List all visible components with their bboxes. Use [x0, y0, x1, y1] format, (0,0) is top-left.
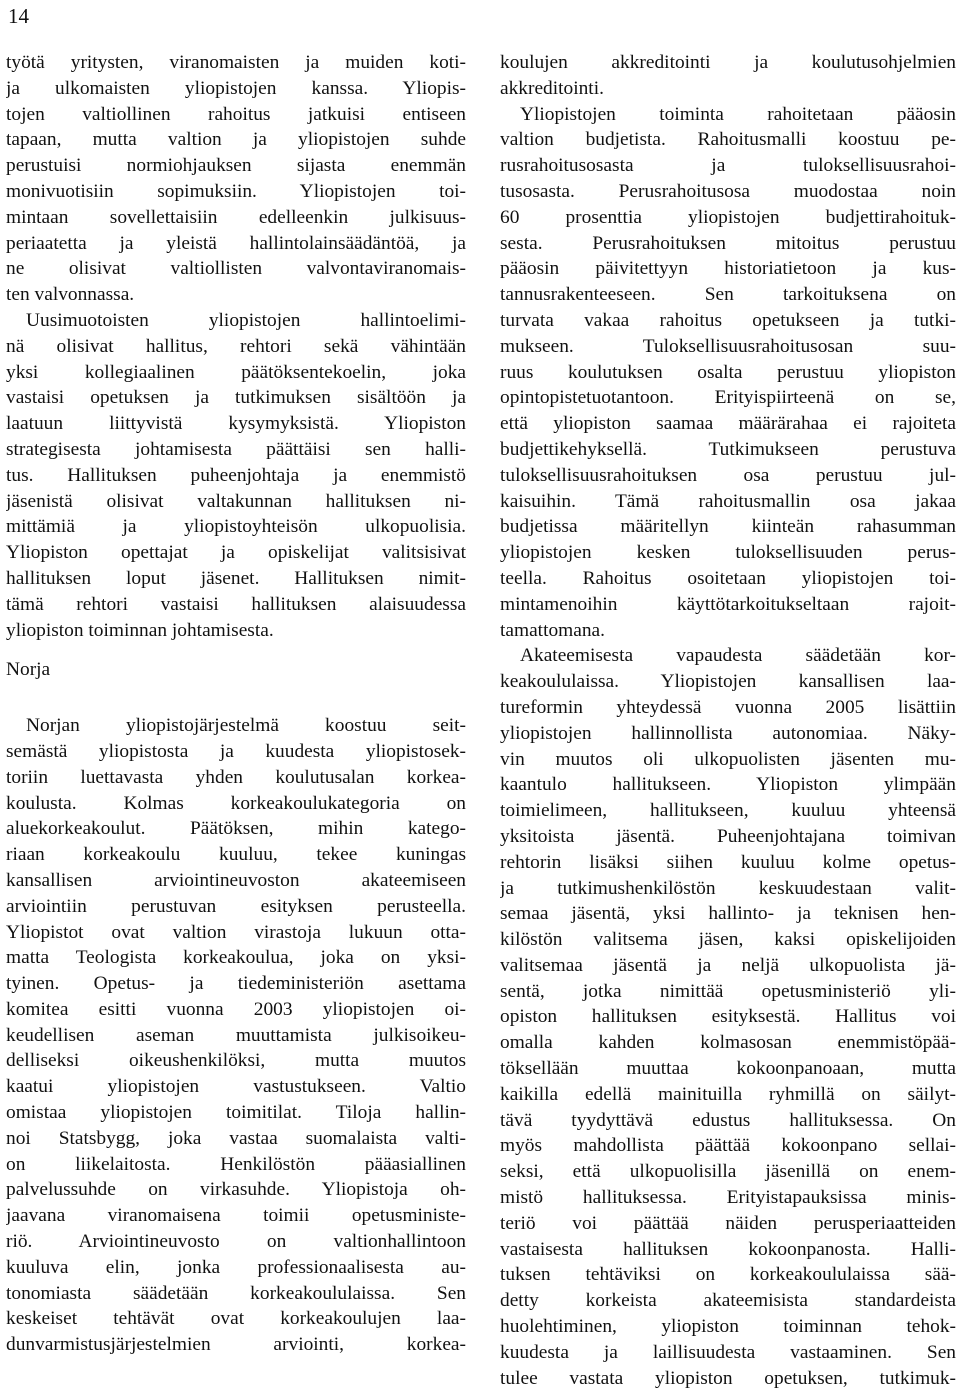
text-line: yksitoista jäsentä. Puheenjohtajana toimivan	[500, 825, 956, 847]
text-line: teella. Rahoitus osoitetaan yliopistojen toi-	[500, 567, 956, 589]
text-line: tonomiasta säädetään korkeakoululaissa. Sen	[6, 1282, 466, 1304]
text-line: yliopistojen kesken tuloksellisuuden perus-	[500, 542, 956, 564]
text-line: detty korkeista akateemisista standardeista	[500, 1290, 956, 1312]
text-line: ten valvonnassa.	[6, 284, 135, 306]
text-line: ja ulkomaisten yliopistojen kanssa. Yliopis-	[6, 77, 466, 99]
text-line: ruus koulutuksen osalta perustuu yliopiston	[500, 361, 956, 383]
text-line: yliopistojen hallinnollista autonomiaa. Näky-	[500, 722, 956, 744]
text-line: palvelussuhde on virkasuhde. Yliopistoja oh-	[6, 1179, 466, 1201]
text-line: matta Teologista korkeakoulua, joka on yksi-	[6, 947, 466, 969]
text-line: budjettikehyksellä. Tutkimukseen perustuva	[500, 438, 956, 460]
text-line: tojen valtiollinen rahoitus jatkuisi entiseen	[6, 103, 466, 125]
text-line: riaan korkeakoulu kuuluu, tekee kuningas	[6, 844, 466, 866]
text-line: periaatetta ja yleistä hallintolainsäädäntöä, ja	[6, 232, 466, 254]
text-line: keakoululaissa. Yliopistojen kansallisen laa-	[500, 671, 956, 693]
text-line: Yliopistojen toiminta rahoitetaan pääosin	[520, 103, 956, 125]
text-line: kaatui yliopistojen vastustukseen. Valtio	[6, 1076, 466, 1098]
page-number: 14	[8, 4, 29, 28]
text-line: sesta. Perusrahoituksen mitoitus perustuu	[500, 232, 956, 254]
text-line: keskeiset tehtävät ovat korkeakoulujen laa-	[6, 1308, 466, 1330]
text-line: omalla kahden kolmasosan enemmistöpää-	[500, 1032, 956, 1054]
text-line: mintamenoihin käyttötarkoitukseltaan rajoit-	[500, 593, 956, 615]
text-line: semästä yliopistosta ja kuudesta yliopistosek-	[6, 740, 466, 762]
text-line: Akateemisesta vapaudesta säädetään kor-	[520, 645, 956, 667]
text-line: vastaisesta hallituksen kokoonpanosta. Halli-	[500, 1238, 956, 1260]
text-line: delliseksi oikeushenkilöksi, mutta muutos	[6, 1050, 466, 1072]
text-line: tapaan, mutta valtion ja yliopistojen suhde	[6, 129, 466, 151]
text-line: vastaisi opetuksen ja tutkimuksen sisältöön ja	[6, 387, 466, 409]
text-line: toimielimeen, hallitukseen, kuuluu yhteensä	[500, 800, 956, 822]
text-line: yliopiston toiminnan johtamisesta.	[6, 619, 274, 641]
text-line: ja tutkimushenkilöstön keskuudestaan valit-	[500, 877, 956, 899]
text-line: koulujen akkreditointi ja koulutusohjelmien	[500, 52, 956, 73]
text-line: riö. Arviointineuvosto on valtionhallintoon	[6, 1231, 466, 1253]
left-paragraph-block-2	[6, 713, 466, 1358]
text-line: tamattomana.	[500, 619, 605, 641]
text-line: tureformin yhteydessä vuonna 2005 lisättiin	[500, 696, 956, 718]
text-line: että yliopiston saamaa määrärahaa ei rajoiteta	[500, 413, 956, 435]
text-line: tus. Hallituksen puheenjohtaja ja enemmistö	[6, 464, 466, 486]
text-line: dunvarmistusjärjestelmien arviointi, korkea-	[6, 1334, 466, 1356]
text-line: yksi kollegiaalinen päätöksentekoelin, joka	[6, 361, 466, 383]
text-line: seksi, että ulkopuolisilla jäsenillä on enem-	[500, 1161, 956, 1183]
text-line: komitea esitti vuonna 2003 yliopistojen oi-	[6, 998, 466, 1020]
text-line: on liikelaitosta. Henkilöstön pääasiallinen	[6, 1153, 466, 1175]
text-line: myös mahdollista päättää kokoonpano sellai-	[500, 1135, 956, 1157]
left-column	[6, 50, 466, 1358]
text-line: kaikilla edellä mainituilla ryhmillä on säilyt-	[500, 1083, 956, 1105]
text-line: budjetissa määritellyn kiinteän rahasumman	[500, 516, 956, 538]
left-paragraph-block-1	[6, 50, 466, 643]
text-line: huolehtiminen, yliopiston toiminnan tehok-	[500, 1316, 956, 1338]
text-line: akkreditointi.	[500, 77, 604, 99]
text-line: rehtorin lisäksi siihen kuuluu kolme opetus-	[500, 851, 956, 873]
text-line: koulusta. Kolmas korkeakoulukategoria on	[6, 792, 466, 814]
text-line: semaa jäsentä, yksi hallinto- ja teknisen hen-	[500, 903, 956, 925]
text-line: turvata vakaa rahoitus opetukseen ja tutki-	[500, 309, 956, 331]
text-line: Yliopiston opettajat ja opiskelijat valitsisivat	[6, 542, 466, 564]
text-line: jäsenistä olisivat valtakunnan hallituksen ni-	[6, 490, 466, 512]
text-line: hallituksen loput jäsenet. Hallituksen nimit-	[6, 567, 466, 589]
text-line: tuksen tehtäviksi on korkeakoululaissa sää-	[500, 1264, 956, 1286]
text-line: tusosasta. Perusrahoitusosa muodostaa noin	[500, 180, 956, 202]
text-line: mistö hallituksessa. Erityistapauksissa minis-	[500, 1187, 956, 1209]
text-line: tannusrakenteeseen. Sen tarkoituksena on	[500, 284, 956, 306]
text-line: kuuluva elin, jonka professionaalisesta au-	[6, 1256, 466, 1278]
text-line: mittämiä ja yliopistoyhteisön ulkopuolisia.	[6, 516, 466, 538]
text-line: sentä, jotka nimittää opetusministeriö yli-	[500, 980, 956, 1002]
text-line: töksellään muuttaa kokoonpanoaan, mutta	[500, 1058, 956, 1080]
text-line: kansallisen arviointineuvoston akateemiseen	[6, 869, 466, 891]
text-line: omistaa yliopistojen toimitilat. Tiloja hallin-	[6, 1102, 466, 1124]
text-line: tämä rehtori vastaisi hallituksen alaisuudessa	[6, 593, 466, 615]
text-line: mukseen. Tuloksellisuusrahoitusosan suu-	[500, 335, 956, 357]
right-column	[500, 50, 956, 1391]
text-line: tuloksellisuusrahoituksen osa perustuu jul-	[500, 464, 956, 486]
text-line: vin muutos oli ulkopuolisten jäsenten mu-	[500, 748, 956, 770]
text-line: perustuisi normiohjauksen sijasta enemmän	[6, 155, 466, 177]
text-line: kaisuihin. Tämä rahoitusmallin osa jakaa	[500, 490, 956, 512]
text-line: opintopistetuotantoon. Erityispiirteenä on se,	[500, 387, 956, 409]
text-line: laatuun liittyvistä kysymyksistä. Yliopiston	[6, 413, 466, 435]
text-line: tävä tyydyttävä edustus hallituksessa. On	[500, 1109, 956, 1131]
text-line: Yliopistot ovat valtion virastoja lukuun otta-	[6, 921, 466, 943]
text-line: strategisesta johtamisesta päättäisi sen halli-	[6, 438, 466, 460]
text-line: valtion budjetista. Rahoitusmalli koostuu pe-	[500, 129, 956, 151]
text-line: noi Statsbygg, joka vastaa suomalaista valti-	[6, 1127, 466, 1149]
text-line: teriö voi päättää näiden perusperiaatteiden	[500, 1212, 956, 1234]
text-line: valitsemaa jäsentä ja neljä ulkopuolista jä-	[500, 954, 956, 976]
text-line: kuudesta ja laillisuudesta vastaaminen. Sen	[500, 1341, 956, 1363]
text-line: Uusimuotoisten yliopistojen hallintoelimi-	[26, 309, 466, 331]
text-line: nä olisivat hallitus, rehtori sekä vähintään	[6, 335, 466, 357]
text-line: rusrahoitusosasta ja tuloksellisuusrahoi-	[500, 155, 956, 177]
text-line: työtä yritysten, viranomaisten ja muiden koti-	[6, 52, 466, 73]
text-line: tulee vastata yliopiston opetuksen, tutkimuk-	[500, 1367, 956, 1389]
text-line: kilöstön valitsema jäsen, kaksi opiskelijoiden	[500, 929, 956, 951]
text-line: Norjan yliopistojärjestelmä koostuu seit-	[26, 715, 466, 737]
text-line: opiston hallituksen esityksestä. Hallitus voi	[500, 1006, 956, 1028]
text-line: kaantulo hallitukseen. Yliopiston ylimpään	[500, 774, 956, 796]
text-line: keudellisen aseman muuttamista julkisoikeu-	[6, 1024, 466, 1046]
text-line: monivuotisiin sopimuksiin. Yliopistojen toi-	[6, 180, 466, 202]
text-line: arviointiin perustuvan esityksen perusteella.	[6, 895, 466, 917]
text-line: ne olisivat valtiollisten valvontaviranomais-	[6, 258, 466, 280]
right-paragraph-block-1	[500, 50, 956, 1391]
text-line: jaavana viranomaisena toimii opetusministe-	[6, 1205, 466, 1227]
text-line: aluekorkeakoulut. Päätöksen, mihin katego-	[6, 818, 466, 840]
text-line: mintaan sovellettaisiin edelleenkin julkisuus-	[6, 206, 466, 228]
text-line: pääosin päivitettyyn historiatietoon ja kus-	[500, 258, 956, 280]
text-line: 60 prosenttia yliopistojen budjettirahoituk-	[500, 206, 956, 228]
text-line: toriin luettavasta yhden koulutusalan korkea-	[6, 766, 466, 788]
section-heading-norja: Norja	[6, 659, 51, 681]
text-line: tyinen. Opetus- ja tiedeministeriön asettama	[6, 973, 466, 995]
